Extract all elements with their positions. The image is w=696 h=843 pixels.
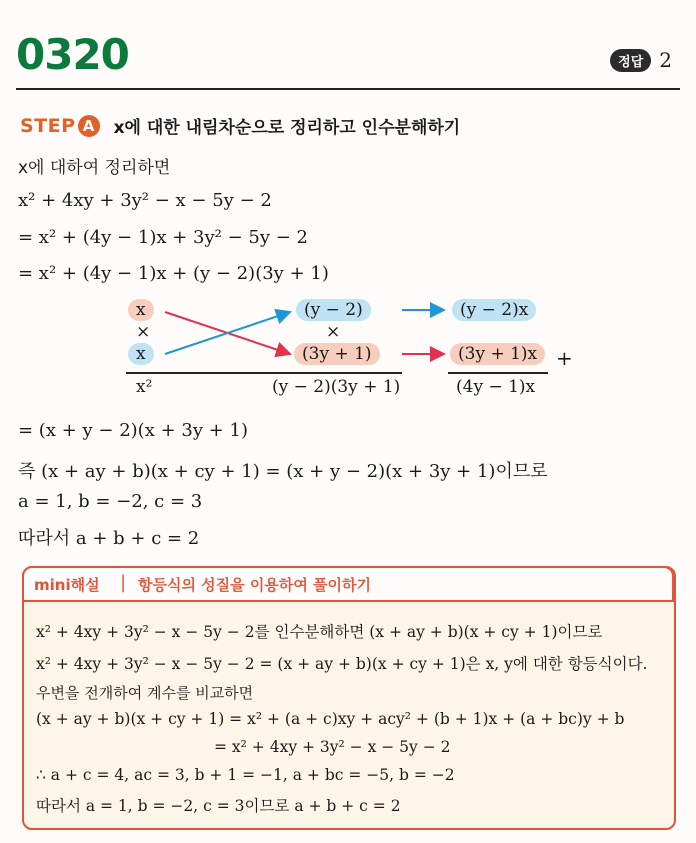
- step-letter-badge: A: [78, 115, 100, 137]
- cross-multiplication-diagram: [0, 290, 696, 410]
- mini-line: x² + 4xy + 3y² − x − 5y − 2 = (x + ay + b)(x + cy + 1)은 x, y에 대한 항등식이다.: [36, 655, 648, 673]
- mini-line: = x² + 4xy + 3y² − x − 5y − 2: [214, 738, 451, 756]
- mini-line: (x + ay + b)(x + cy + 1) = x² + (a + c)xy + acy² + (b + 1)x + (a + bc)y + b: [36, 710, 625, 728]
- product-top: (y − 2)x: [452, 299, 536, 321]
- factor-mid-top: (y − 2): [296, 299, 371, 321]
- solution-line: x에 대하여 정리하면: [18, 158, 171, 178]
- mini-separator: |: [120, 572, 127, 593]
- answer-value: 2: [659, 48, 672, 72]
- step-title: x에 대한 내림차순으로 정리하고 인수분해하기: [113, 118, 461, 138]
- mini-line: 우변을 전개하여 계수를 비교하면: [36, 684, 254, 702]
- step-heading: [20, 113, 460, 138]
- problem-number: 0320: [16, 30, 129, 79]
- mini-explanation-box: [22, 566, 676, 830]
- mini-line: x² + 4xy + 3y² − x − 5y − 2를 인수분해하면 (x + ay + b)(x + cy + 1)이므로: [36, 623, 603, 641]
- times-symbol: ×: [136, 322, 151, 342]
- sum-underline: [448, 372, 548, 374]
- solution-line: 즉 (x + ay + b)(x + cy + 1) = (x + y − 2)(x + 3y + 1)이므로: [18, 461, 548, 482]
- solution-line: = x² + (4y − 1)x + 3y² − 5y − 2: [18, 227, 308, 248]
- factor-left-top: x: [128, 299, 154, 321]
- product-bottom: (3y + 1)x: [450, 343, 545, 365]
- factor-mid-bottom: (3y + 1): [294, 343, 380, 365]
- times-symbol: ×: [326, 322, 341, 342]
- answer-block: [610, 48, 672, 72]
- step-label: STEP: [20, 114, 76, 137]
- factor-left-bottom: x: [128, 343, 154, 365]
- final-answer-line: 따라서 a + b + c = 2: [18, 528, 200, 549]
- mini-header: [22, 566, 674, 602]
- solution-line: x² + 4xy + 3y² − x − 5y − 2: [18, 190, 272, 211]
- product-constant: (y − 2)(3y + 1): [272, 377, 401, 397]
- solution-line: a = 1, b = −2, c = 3: [18, 491, 203, 512]
- sum-plus: +: [556, 346, 573, 370]
- product-x-squared: x²: [136, 377, 153, 397]
- sum-result: (4y − 1)x: [456, 377, 536, 397]
- header-divider: [16, 88, 680, 90]
- solution-line: = (x + y − 2)(x + 3y + 1): [18, 420, 248, 441]
- mini-line: ∴ a + c = 4, ac = 3, b + 1 = −1, a + bc = −5, b = −2: [36, 766, 455, 784]
- diagram-underline: [126, 372, 402, 374]
- mini-line: 따라서 a = 1, b = −2, c = 3이므로 a + b + c = 2: [36, 797, 401, 815]
- mini-tag: mini해설: [34, 576, 100, 594]
- mini-title: 항등식의 성질을 이용하여 풀이하기: [138, 576, 372, 594]
- answer-badge: 정답: [610, 49, 651, 72]
- solution-line: = x² + (4y − 1)x + (y − 2)(3y + 1): [18, 263, 329, 284]
- problem-header: [16, 30, 680, 88]
